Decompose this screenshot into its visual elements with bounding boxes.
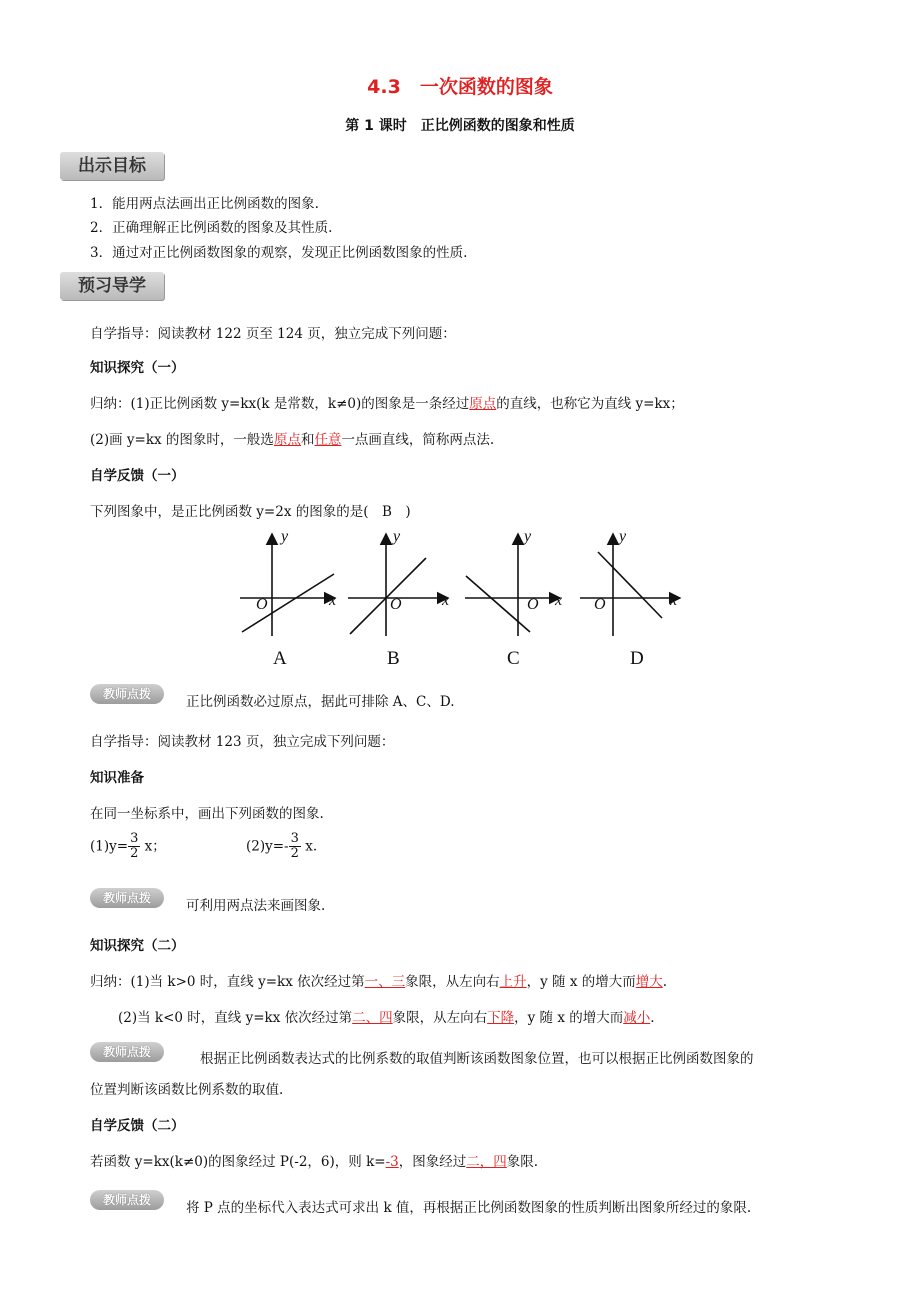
graph-c-x: x <box>555 592 563 609</box>
objective-2: 2．正确理解正比例函数的图象及其性质. <box>90 220 333 236</box>
feedback-1-title: 自学反馈（一） <box>90 468 185 484</box>
explore-2-line-1: 归纳：(1)当 k>0 时，直线 y=kx 依次经过第一、三象限，从左向右上升，y 随 x 的增大而增大. <box>90 974 668 990</box>
graph-options <box>230 528 700 646</box>
graph-label-d: D <box>630 648 644 669</box>
graph-d-x: x <box>670 592 678 609</box>
guide-2: 自学指导：阅读教材 123 页，独立完成下列问题： <box>90 734 395 750</box>
explore-2-title: 知识探究（二） <box>90 938 185 954</box>
page-subtitle: 第 1 课时 正比例函数的图象和性质 <box>345 118 575 134</box>
teacher-tip-tag-1: 教师点拨 <box>90 684 164 704</box>
explore-2-line-2: (2)当 k<0 时，直线 y=kx 依次经过第二、四象限，从左向右下降，y 随 x 的增大而减小. <box>118 1010 655 1026</box>
graph-b <box>348 534 448 636</box>
graph-c-o: O <box>527 596 539 613</box>
graph-b-x: x <box>442 592 450 609</box>
banner-preview: 预习导学 <box>60 272 164 300</box>
graph-a <box>240 534 335 636</box>
teacher-tip-tag-4: 教师点拨 <box>90 1190 164 1210</box>
graph-c <box>465 534 563 636</box>
graph-a-y: y <box>281 528 289 545</box>
objective-3: 3．通过对正比例函数图象的观察，发现正比例函数图象的性质. <box>90 245 468 261</box>
graph-d-o: O <box>594 596 606 613</box>
graph-label-c: C <box>507 648 520 669</box>
graph-label-b: B <box>387 648 400 669</box>
prep-formula-1: (1)y= $\frac{3}{2}$ x； <box>90 831 166 862</box>
graph-a-x: x <box>329 592 337 609</box>
explore-1-line-2: (2)画 y=kx 的图象时，一般选原点和任意一点画直线，简称两点法. <box>90 432 495 448</box>
graph-b-o: O <box>390 596 402 613</box>
objective-1: 1．能用两点法画出正比例函数的图象. <box>90 196 319 212</box>
explore-1-title: 知识探究（一） <box>90 360 185 376</box>
graph-a-o: O <box>256 596 268 613</box>
tip-3-line-2: 位置判断该函数比例系数的取值. <box>90 1082 284 1098</box>
answer-any: 任意 <box>314 432 342 448</box>
page-title: 4.3 一次函数的图象 <box>367 76 553 98</box>
tip-1: 正比例函数必过原点，据此可排除 A、C、D. <box>186 694 455 710</box>
tip-4: 将 P 点的坐标代入表达式可求出 k 值，再根据正比例函数图象的性质判断出图象所经过的象限. <box>186 1200 752 1216</box>
teacher-tip-tag-3: 教师点拨 <box>90 1042 164 1062</box>
answer-origin-2: 原点 <box>273 432 301 448</box>
graph-d-y: y <box>619 528 627 545</box>
answer-origin: 原点 <box>469 396 497 412</box>
feedback-2-title: 自学反馈（二） <box>90 1118 185 1134</box>
tip-3-line-1: 根据正比例函数表达式的比例系数的取值判断该函数图象位置，也可以根据正比例函数图象的 <box>200 1051 754 1067</box>
graph-c-y: y <box>524 528 532 545</box>
banner-objectives: 出示目标 <box>60 152 164 180</box>
prep-formula-2: (2)y=- $\frac{3}{2}$ x. <box>246 831 318 862</box>
teacher-tip-tag-2: 教师点拨 <box>90 888 164 908</box>
guide-1: 自学指导：阅读教材 122 页至 124 页，独立完成下列问题： <box>90 326 456 342</box>
feedback-2-question: 若函数 y=kx(k≠0)的图象经过 P(-2，6)，则 k=-3，图象经过二，四象限. <box>90 1154 539 1170</box>
tip-2: 可利用两点法来画图象. <box>186 898 326 914</box>
explore-1-line-1: 归纳：(1)正比例函数 y=kx(k 是常数，k≠0)的图象是一条经过原点的直线，也称它为直线 y=kx； <box>90 396 684 412</box>
graph-d <box>580 534 680 636</box>
graph-b-y: y <box>393 528 401 545</box>
graph-label-a: A <box>273 648 287 669</box>
feedback-1-question: 下列图象中，是正比例函数 y=2x 的图象的是( B ) <box>90 504 411 520</box>
prep-question: 在同一坐标系中，画出下列函数的图象. <box>90 806 324 822</box>
prep-title: 知识准备 <box>90 770 144 786</box>
